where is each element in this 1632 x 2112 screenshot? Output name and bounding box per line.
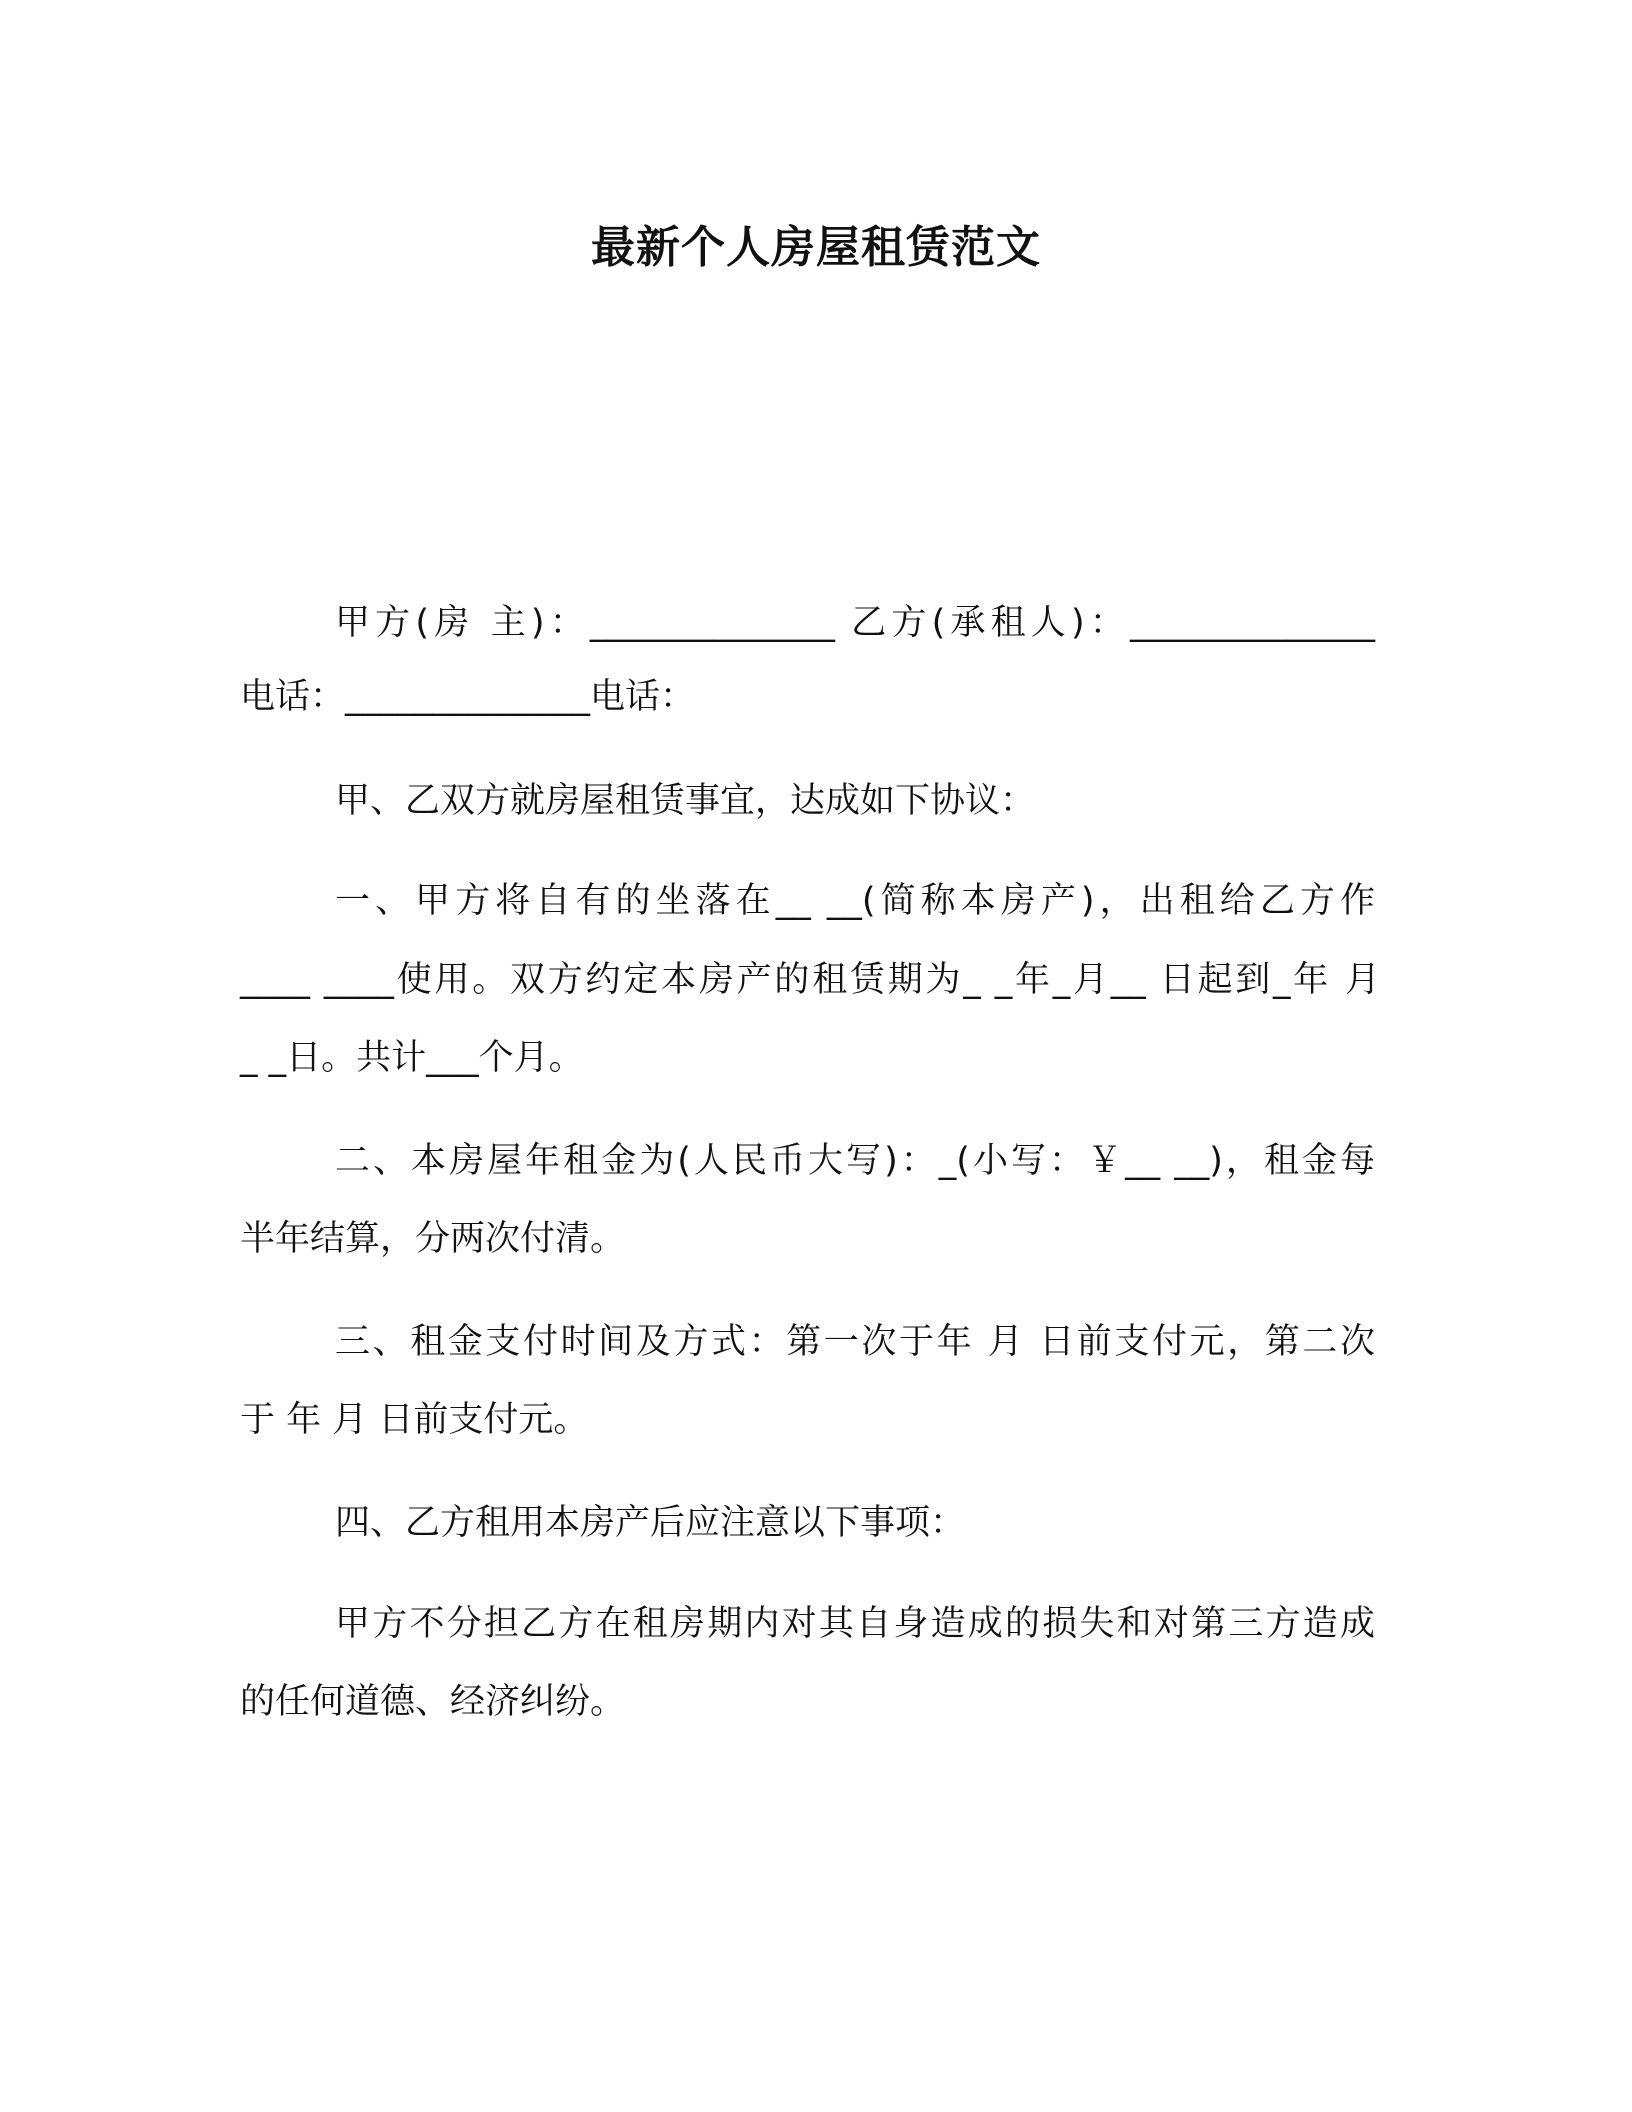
party-line: 甲方(房 主)：______________ 乙方(承租人)：______________ bbox=[335, 603, 1375, 643]
document-title: 最新个人房屋租赁范文 bbox=[591, 222, 1041, 273]
clause-4-heading: 四、乙方租用本房产后应注意以下事项： bbox=[335, 1503, 966, 1543]
clause-4-line-2: 的任何道德、经济纠纷。 bbox=[240, 1682, 626, 1722]
clause-1-line-1: 一、甲方将自有的坐落在__ __(简称本房产)，出租给乙方作 bbox=[335, 881, 1375, 921]
clause-2-line-1: 二、本房屋年租金为(人民币大写)：_(小写：￥__ __)，租金每 bbox=[335, 1141, 1375, 1181]
clause-4-line-1: 甲方不分担乙方在租房期内对其自身造成的损失和对第三方造成 bbox=[335, 1604, 1375, 1644]
phone-line: 电话：______________电话： bbox=[240, 677, 696, 717]
agreement-intro: 甲、乙双方就房屋租赁事宜，达成如下协议： bbox=[335, 781, 1036, 821]
clause-3-line-2: 于 年 月 日前支付元。 bbox=[240, 1400, 589, 1440]
clause-3-line-1: 三、租金支付时间及方式：第一次于年 月 日前支付元，第二次 bbox=[335, 1322, 1375, 1362]
clause-2-line-2: 半年结算，分两次付清。 bbox=[240, 1219, 626, 1259]
clause-1-line-2: ____ ____使用。双方约定本房产的租赁期为_ _年_月__ 日起到_年 月 bbox=[240, 960, 1380, 1000]
clause-1-line-3: _ _日。共计___个月。 bbox=[240, 1038, 584, 1078]
